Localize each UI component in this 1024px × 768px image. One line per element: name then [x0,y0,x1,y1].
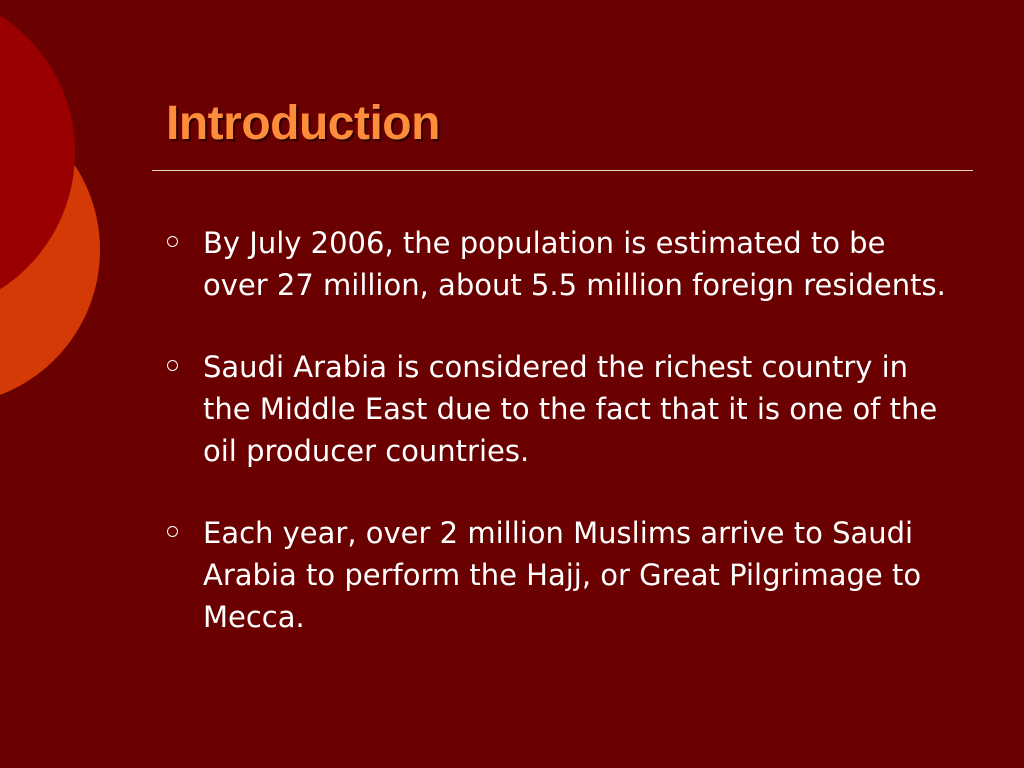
hollow-circle-bullet-icon [167,236,178,247]
slide-title: Introduction [166,97,440,150]
bullet-item-richest-country [166,346,946,472]
title-divider [152,170,973,171]
bullet-item-hajj [166,512,946,638]
bullet-text-richest-country: Saudi Arabia is considered the richest country in the Middle East due to the fact that it is one of the oil producer countries. [203,350,938,468]
bullet-list [166,222,946,638]
bullet-text-population: By July 2006, the population is estimated to be over 27 million, about 5.5 million foreign residents. [203,226,946,302]
bullet-text-hajj: Each year, over 2 million Muslims arrive to Saudi Arabia to perform the Hajj, or Great Pilgrimage to Mecca. [203,516,922,634]
hollow-circle-bullet-icon [167,526,178,537]
bullet-item-population [166,222,946,306]
hollow-circle-bullet-icon [167,360,178,371]
